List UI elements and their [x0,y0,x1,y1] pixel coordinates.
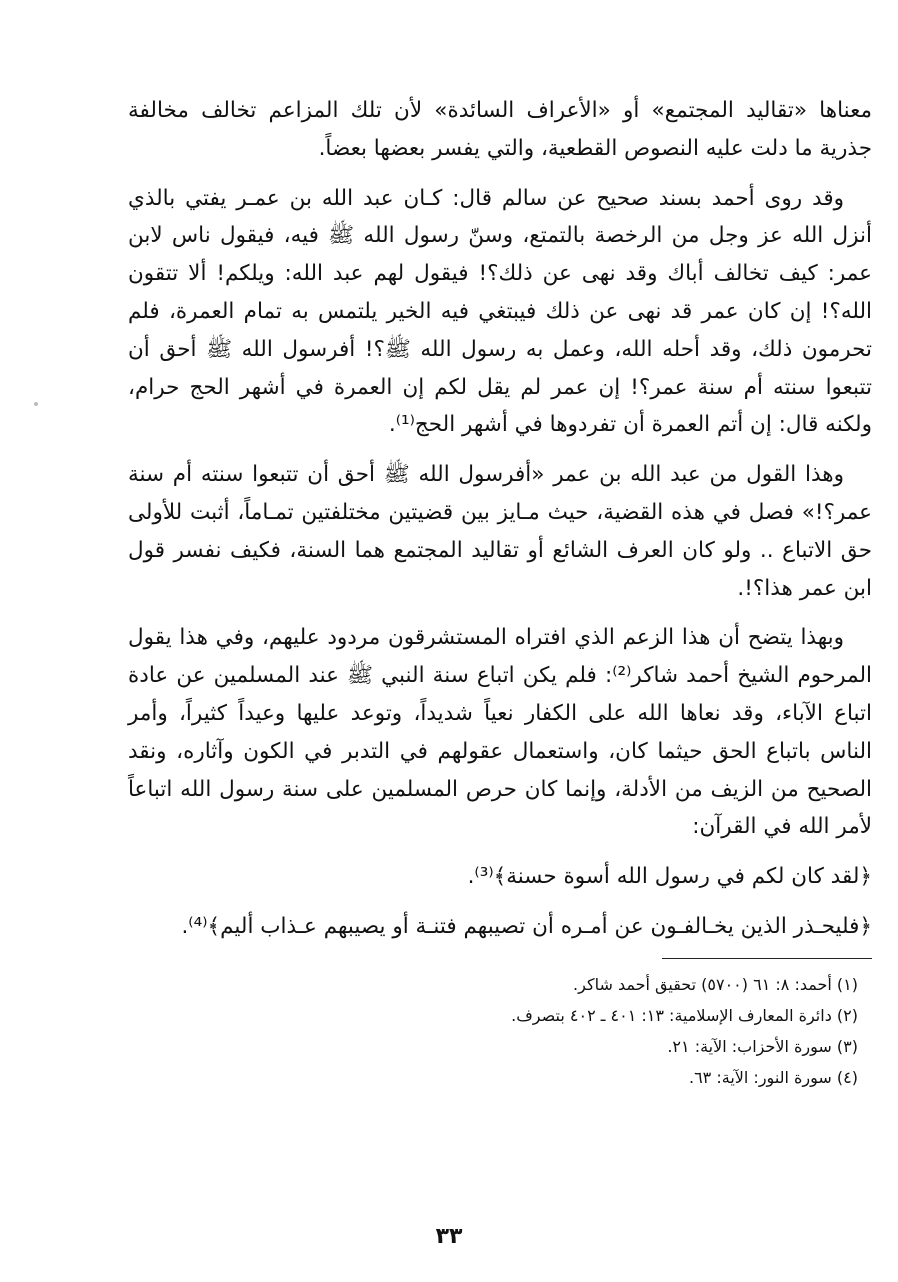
quran-quote-2: ﴿فليحـذر الذين يخـالفـون عن أمـره أن تصيبهم فتنـة أو يصيبهم عـذاب أليم﴾⁽⁴⁾. [181,913,872,939]
footnotes-list [128,969,872,1093]
paragraph-2: وقد روى أحمد بسند صحيح عن سالم قال: كـان عبد الله بن عمـر يفتي بالذي أنزل الله عز وجل من الرخصة بالتمتع، وسنّ رسول الله ﷺ فيه، فيقول ناس لابن عمر: كيف تخالف أباك وقد نهى عن ذلك؟! فيقول لهم عبد الله: ويلكم! ألا تتقون الله؟! إن كان عمر قد نهى عن ذلك فيبتغي فيه الخير يلتمس به تمام العمرة، فلم تحرمون ذلك، وقد أحله الله، وعمل به رسول الله ﷺ؟! أفرسول الله ﷺ أحق أن تتبعوا سنته أم سنة عمر؟! إن عمر لم يقل لكم إن العمرة في أشهر الحج حرام، ولكنه قال: إن أتم العمرة أن تفردوها في أشهر الحج⁽¹⁾. [128,185,872,438]
footnote-divider [662,958,872,959]
paragraph-3: وهذا القول من عبد الله بن عمر «أفرسول الله ﷺ أحق أن تتبعوا سنته أم سنة عمر؟!» فصل في هذه القضية، حيث مـايز بين قضيتين مختلفتين تمـاماً، أثبت للأولى حق الاتباع .. ولو كان العرف الشائع أو تقاليد المجتمع هما السنة، فكيف نفسر قول ابن عمر هذا؟!. [128,462,872,601]
footnote-1: (١) أحمد: ٨: ٦١ (٥٧٠٠) تحقيق أحمد شاكر. [573,974,858,994]
footnote-2: (٢) دائرة المعارف الإسلامية: ١٣: ٤٠١ ـ ٤٠٢ بتصرف. [511,1005,858,1025]
footnote-4: (٤) سورة النور: الآية: ٦٣. [688,1067,858,1087]
page-content [128,92,872,1272]
footnote-3: (٣) سورة الأحزاب: الآية: ٢١. [667,1036,858,1056]
paragraph-1: معناها «تقاليد المجتمع» أو «الأعراف السائدة» لأن تلك المزاعم تخالف مخالفة جذرية ما دلت عليه النصوص القطعية، والتي يفسر بعضها بعضاً. [128,98,872,161]
page-number: ٣٣ [435,1224,463,1249]
quran-quote-1: ﴿لقد كان لكم في رسول الله أسوة حسنة﴾⁽³⁾. [467,864,872,890]
paragraph-4: وبهذا يتضح أن هذا الزعم الذي افتراه المستشرقون مردود عليهم، وفي هذا يقول المرحوم الشيخ أحمد شاكر⁽²⁾: فلم يكن اتباع سنة النبي ﷺ عند المسلمين عن عادة اتباع الآباء، وقد نعاها الله على الكفار نعياً شديداً، وتوعد عليها وعيداً كثيراً، وأمر الناس باتباع الحق حيثما كان، واستعمال عقولهم في التدبر في الكون وآثاره، ونقد الصحيح من الزيف من الأدلة، وإنما كان حرص المسلمين على سنة رسول الله اتباعاً لأمر الله في القرآن: [128,625,872,840]
margin-speck [34,402,38,406]
